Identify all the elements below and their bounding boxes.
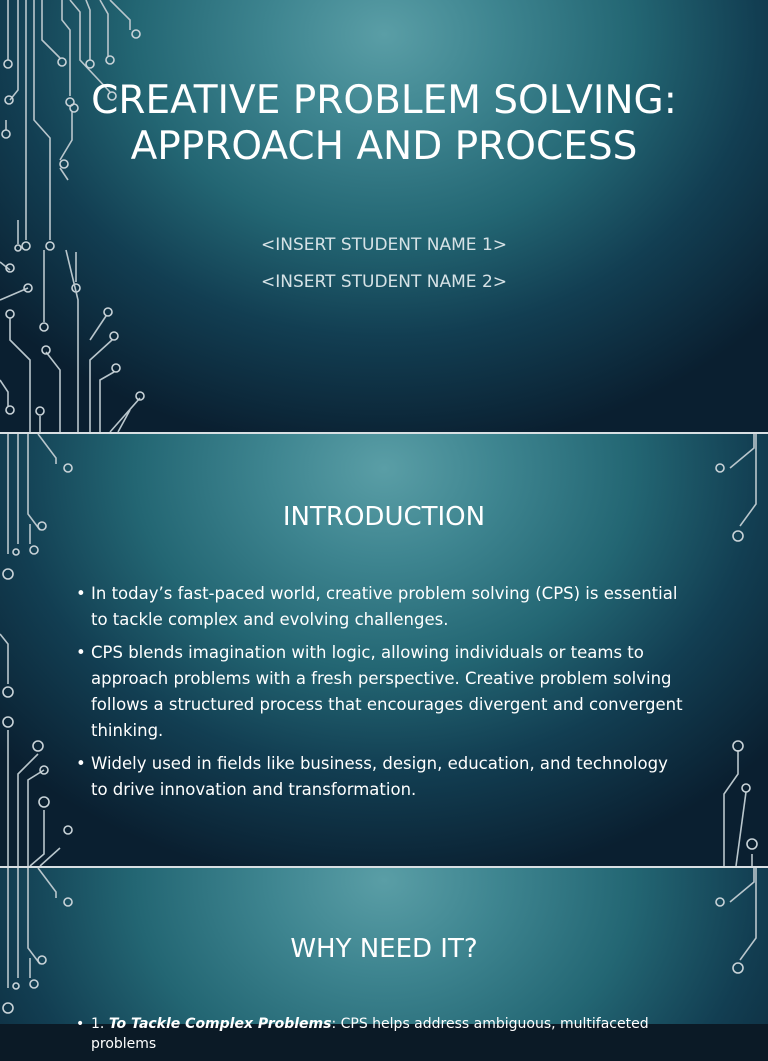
introduction-slide[interactable]	[0, 434, 768, 866]
bullet-emphasis: To Tackle Complex Problems	[108, 1016, 332, 1032]
bullet-list	[76, 1014, 686, 1061]
bullet-item: • In today’s fast-paced world, creative problem solving (CPS) is essential to tackle complex and evolving challenges.	[76, 581, 686, 633]
slide-title: WHY NEED IT?	[290, 934, 478, 964]
why-need-it-slide[interactable]	[0, 868, 768, 1052]
presentation-title: CREATIVE PROBLEM SOLVING: APPROACH AND PROCESS	[91, 78, 677, 169]
bullet-text: : CPS helps address ambiguous, multifaceted problems	[91, 1016, 649, 1052]
bullet-item: • CPS blends imagination with logic, allowing individuals or teams to approach problems with a fresh perspective. Creative problem solving follows a structured process that encourages divergent and convergent thinking.	[76, 640, 686, 744]
student-name-1: <INSERT STUDENT NAME 1>	[260, 235, 508, 255]
slide-title: INTRODUCTION	[282, 502, 486, 532]
bullet-item	[76, 1014, 686, 1054]
bullet-item: • Widely used in fields like business, design, education, and technology to drive innovation and transformation.	[76, 751, 686, 803]
bullet-prefix: 1.	[91, 1016, 109, 1032]
circuit-decoration-left	[0, 0, 150, 432]
student-name-2: <INSERT STUDENT NAME 2>	[260, 272, 508, 292]
circuit-decoration-right	[700, 434, 768, 866]
bullet-list	[76, 581, 686, 810]
title-slide[interactable]	[0, 0, 768, 432]
